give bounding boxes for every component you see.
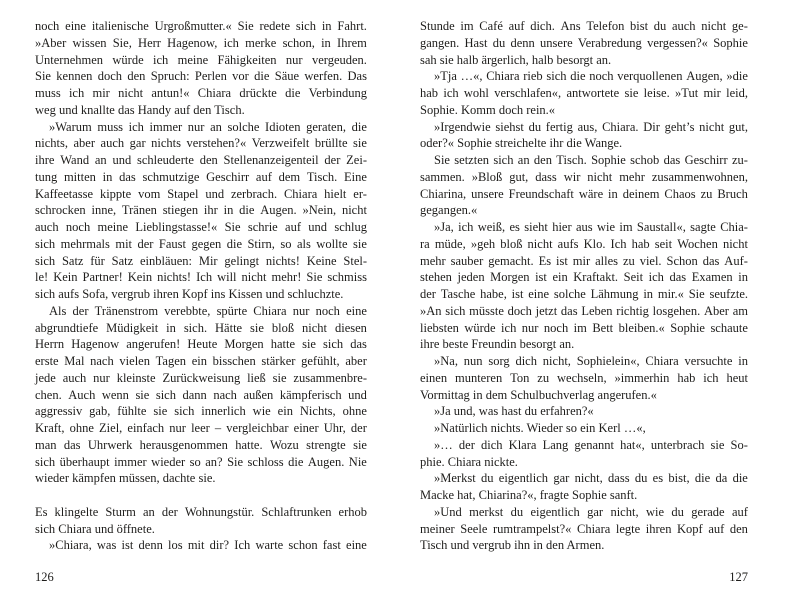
text-line: erste Mal nach vielen Tagen ein bisschen stärker gefühlt, aber — [35, 354, 367, 368]
text-line: Tisch und vergrub ihn in den Armen. — [420, 538, 605, 553]
text-line: gegangen.« — [420, 203, 478, 218]
page-left-text — [35, 18, 367, 554]
text-line: sammen. »Bloß gut, dass wir nicht mehr zusammenwohnen, — [420, 169, 748, 184]
text-line: Unternehmen würde ich meine Fähigkeiten nur vergeuden. — [35, 52, 367, 67]
text-line: »Chiara, was ist denn los mit dir? Ich warte schon fast eine — [49, 538, 367, 553]
text-line: sich überhaupt immer wieder so an? Sie schloss die Augen. Nie — [35, 454, 367, 469]
text-line: Sie kennen doch den Spruch: Perlen vor die Säue werfen. Das — [35, 69, 367, 84]
text-line: phie. Chiara nickte. — [420, 454, 518, 469]
text-line: tung mitten in das schmutzige Geschirr auf dem Tisch. Eine — [35, 169, 367, 184]
text-line: Kraft, ohne Ziel, einfach nur leer – vergleichbar einer Uhr, der — [35, 421, 367, 435]
text-line: Macke hat, Chiarina?«, fragte Sophie sanft. — [420, 488, 638, 502]
text-line: »Tja …«, Chiara rieb sich die noch verquollenen Augen, »die — [434, 69, 748, 84]
text-line: »Natürlich nichts. Wieder so ein Kerl …«, — [434, 421, 646, 435]
text-line: ihre beste Freundin besorgt an. — [420, 337, 575, 352]
text-line: Kaffeetasse kippte vom Stapel und zerbrach. Chiara hielt er- — [35, 186, 367, 201]
text-line: ra müde, »geh bloß nicht aufs Klo. Ich hab seit Wochen nicht — [420, 236, 748, 251]
text-line: Als der Tränenstrom verebbte, spürte Chiara nur noch eine — [49, 303, 367, 318]
page-number-left: 126 — [35, 570, 54, 584]
text-line: Vormittag in dem Schulbuchverlag angerufen.« — [420, 387, 657, 402]
text-line: »Und merkst du eigentlich gar nicht, wie du gerade auf — [434, 504, 748, 519]
text-line: »Na, nun sorg dich nicht, Sophielein«, Chiara versuchte in — [434, 354, 748, 368]
text-line: schrocken inne, Tränen stiegen ihr in die Augen. »Nein, nicht — [35, 203, 367, 218]
text-line: Sophie. Komm doch rein.« — [420, 102, 556, 117]
text-line: noch eine italienische Urgroßmutter.« Sie redete sich in Fahrt. — [35, 19, 367, 33]
text-line: sah sie halb ärgerlich, halb besorgt an. — [420, 52, 612, 67]
text-line: abgrundtiefe Müdigkeit in sich. Hätte sie bloß nicht diesen — [35, 320, 367, 335]
text-line: oder?« Sophie streichelte ihr die Wange. — [420, 136, 623, 151]
text-line: chen. Auch wenn sie sich dann nach außen kämpferisch und — [35, 387, 367, 402]
text-line: meiner Seele rumtrampelst?« Chiara legte ihren Kopf auf den — [420, 521, 748, 536]
text-line: »Aber wissen Sie, Herr Hagenow, ich merke schon, in Ihrem — [35, 35, 367, 50]
text-line: »Ja, ich weiß, es sieht hier aus wie im Saustall«, sagte Chia- — [434, 220, 748, 234]
text-line: auch noch meine Lieblingstasse!« Sie schrie auf und schlug — [35, 220, 367, 234]
text-line: nichts, aber auch gar nichts verstehen?« Verzweifelt brüllte sie — [35, 136, 367, 151]
page-number-right: 127 — [729, 570, 748, 584]
text-line: le! Kein Partner! Kein nichts! Ich will nicht mehr! Sie schmiss — [35, 270, 367, 285]
text-line: hab ich wohl verschlafen«, antwortete sie leise. »Tut mir leid, — [420, 86, 748, 100]
text-line: stehen jeden Morgen ist ein Kraftakt. Seit ich das Examen in — [420, 270, 748, 285]
text-line: sich Chiara und öffnete. — [35, 521, 155, 536]
text-line: sich aufs Sofa, vergrub ihren Kopf ins Kissen und schluchzte. — [35, 287, 344, 301]
text-line: weg und knallte das Handy auf den Tisch. — [35, 102, 245, 117]
text-line: »An sich müsste doch jetzt das Leben richtig losgehen. Aber am — [420, 303, 748, 318]
text-line: »Merkst du eigentlich gar nicht, dass du es bist, die da die — [434, 471, 748, 486]
text-line: sich mehrmals mit der Faust gegen die Stirn, so als wollte sie — [35, 236, 367, 251]
text-line: wieder kämpfen müssen, dachte sie. — [35, 471, 216, 486]
text-line: der Tasche habe, ist eine solche Lähmung in mir.« Sie seufzte. — [420, 287, 748, 301]
text-line: »… der dich Klara Lang genannt hat«, unterbrach sie So- — [434, 437, 748, 452]
text-line: aggressiv gab, fühlte sie sich innerlich wie ein Nichts, ohne — [35, 404, 367, 419]
text-line: muss ich mir nicht antun!« Chiara drückte die Verbindung — [35, 86, 367, 100]
text-line: »Irgendwie siehst du fertig aus, Chiara. Dir geht’s nicht gut, — [434, 119, 748, 134]
text-line: »Warum muss ich immer nur an solche Idioten geraten, die — [49, 119, 367, 134]
text-line: Es klingelte Sturm an der Wohnungstür. Schlaftrunken erhob — [35, 504, 367, 519]
text-line: Stunde im Café auf dich. Ans Telefon bist du auch nicht ge- — [420, 19, 748, 33]
text-line: man das Uhrwerk herausgenommen hatte. Wozu strengte sie — [35, 437, 367, 452]
text-line: gangen. Hast du denn unsere Verabredung vergessen?« Sophie — [420, 35, 748, 50]
text-line: liebsten würde ich nur noch im Bett bleiben.« Sophie schaute — [420, 320, 748, 335]
page-right-text — [420, 18, 748, 554]
text-line: sich Satz für Satz einbläuen: Mir gelingt nichts! Keine Stel- — [35, 253, 367, 268]
text-line: Herrn Hagenow angerufen! Heute Morgen hatte sie sich das — [35, 337, 367, 352]
text-line: ihre Wand an und schleuderte den Stellenanzeigenteil der Zei- — [35, 153, 367, 167]
text-line: »Ja und, was hast du erfahren?« — [434, 404, 594, 419]
text-line: einen munteren Ton zu wechseln, »immerhin hab ich heut — [420, 370, 748, 385]
text-line: Sie setzten sich an den Tisch. Sophie schob das Geschirr zu- — [434, 153, 748, 167]
text-line: jede auch nur kleinste Zurückweisung ließ sie zusammenbre- — [35, 370, 367, 385]
text-line: Chiarina, unsere Freundschaft wäre in deinem Chaos zu Bruch — [420, 186, 748, 201]
paragraph-break — [35, 487, 367, 504]
text-line: mehr sauber gemacht. Es ist mir alles zu viel. Schon das Auf- — [420, 253, 748, 268]
